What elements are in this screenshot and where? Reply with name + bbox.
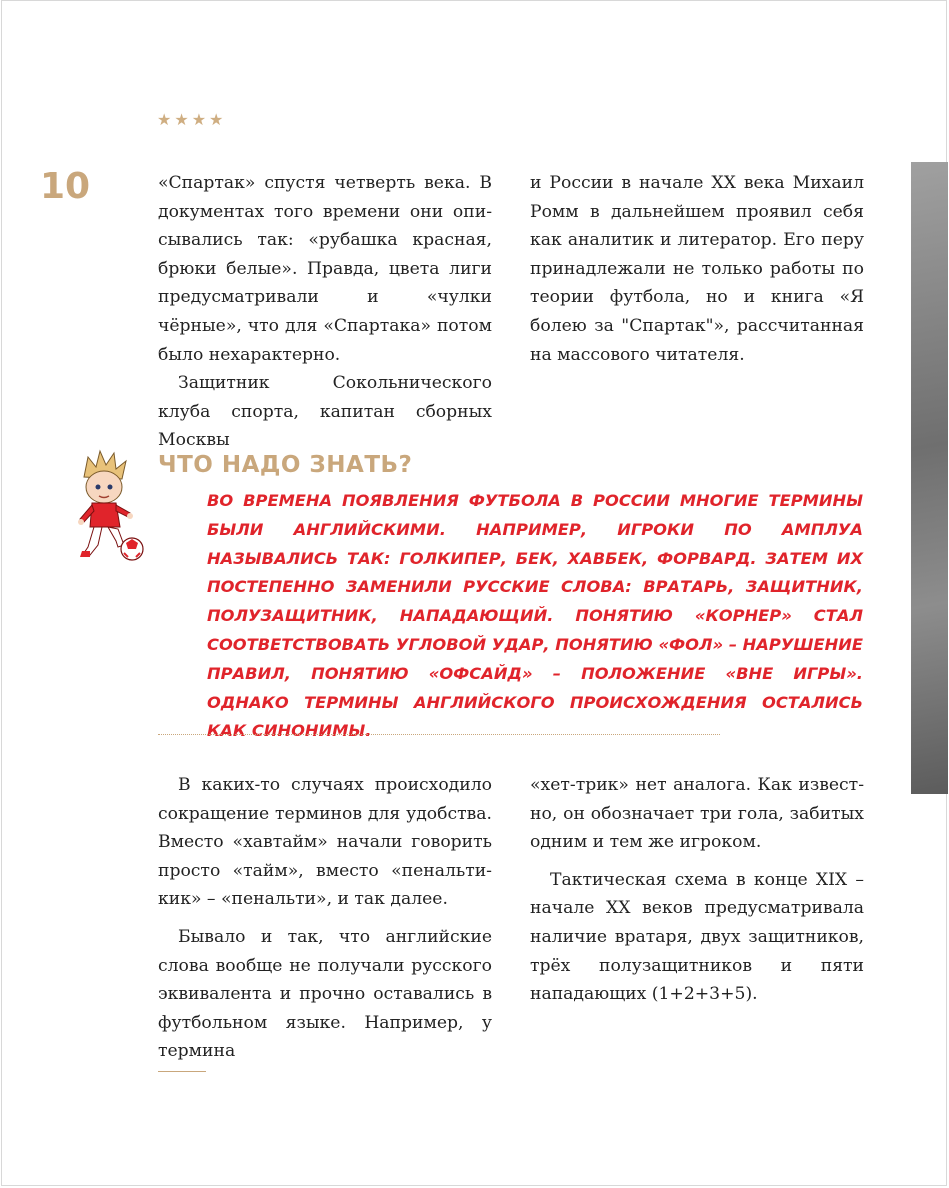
paragraph: Защитник Сокольнического клуба спорта, капитан сборных Москвы xyxy=(158,373,492,451)
paragraph: «Спартак» спустя четверть века. В документах того времени они описывались так: «рубашка красная, брюки белые». Правда, цвета лиги предусматривали и «чулки чёрные», что для «Спартака» потом было нехарактерно. xyxy=(158,173,492,365)
football-player-mascot-icon xyxy=(70,447,150,567)
text-column-3 xyxy=(158,771,492,1066)
stars-rating: ★★★★ xyxy=(157,110,227,129)
text-column-1 xyxy=(158,169,492,455)
dotted-divider xyxy=(158,734,720,735)
paragraph: Тактическая схема в конце XIX – начале XX веков предусматривала наличие вратаря, двух защитников, трёх полузащитников и пяти нападающих (1+2+3+5). xyxy=(530,869,864,1005)
paragraph: В каких-то случаях происходило сокращение терминов для удобства. Вместо «хавтайм» начали говорить просто «тайм», вместо «пенальти-кик» – «пенальти», и так далее. xyxy=(158,775,492,910)
text-column-2 xyxy=(530,169,864,369)
paragraph: и России в начале XX века Михаил Ромм в дальнейшем проявил себя как аналитик и литератор. Его перу принадлежали не только работы по теории футбола, но и книга «Я болею за "Спартак"», рассчитанная на массового читателя. xyxy=(530,173,864,365)
know-box-text xyxy=(207,487,863,746)
paragraph: Бывало и так, что английские слова вообще не получали русского эквивалента и прочно оставались в футбольном языке. Например, у термина xyxy=(158,926,492,1062)
footer-rule xyxy=(158,1071,206,1072)
side-photo-strip xyxy=(911,162,948,794)
text-column-4 xyxy=(530,771,864,1009)
paragraph: «хет-трик» нет аналога. Как известно, он обозначает три гола, забитых одним и тем же игроком. xyxy=(530,775,864,853)
know-box-title: ЧТО НАДО ЗНАТЬ? xyxy=(158,452,413,478)
page-number: 10 xyxy=(40,166,91,207)
paragraph: ВО ВРЕМЕНА ПОЯВЛЕНИЯ ФУТБОЛА В РОССИИ МНОГИЕ ТЕРМИНЫ БЫЛИ АНГЛИЙСКИМИ. НАПРИМЕР, ИГРОКИ ПО АМПЛУА НАЗЫВАЛИСЬ ТАК: ГОЛКИПЕР, БЕК, ХАВБЕК, ФОРВАРД. ЗАТЕМ ИХ ПОСТЕПЕННО ЗАМЕНИЛИ РУССКИЕ СЛОВА: ВРАТАРЬ, ЗАЩИТНИК, ПОЛУЗАЩИТНИК, НАПАДАЮЩИЙ. ПОНЯТИЮ «КОРНЕР» СТАЛ СООТВЕТСТВОВАТЬ УГЛОВОЙ УДАР, ПОНЯТИЮ «ФОЛ» – НАРУШЕНИЕ ПРАВИЛ, ПОНЯТИЮ «ОФСАЙД» – ПОЛОЖЕНИЕ «ВНЕ ИГРЫ». ОДНАКО ТЕРМИНЫ АНГЛИЙСКОГО ПРОИСХОЖДЕНИЯ ОСТАЛИСЬ КАК СИНОНИМЫ. xyxy=(207,491,863,741)
